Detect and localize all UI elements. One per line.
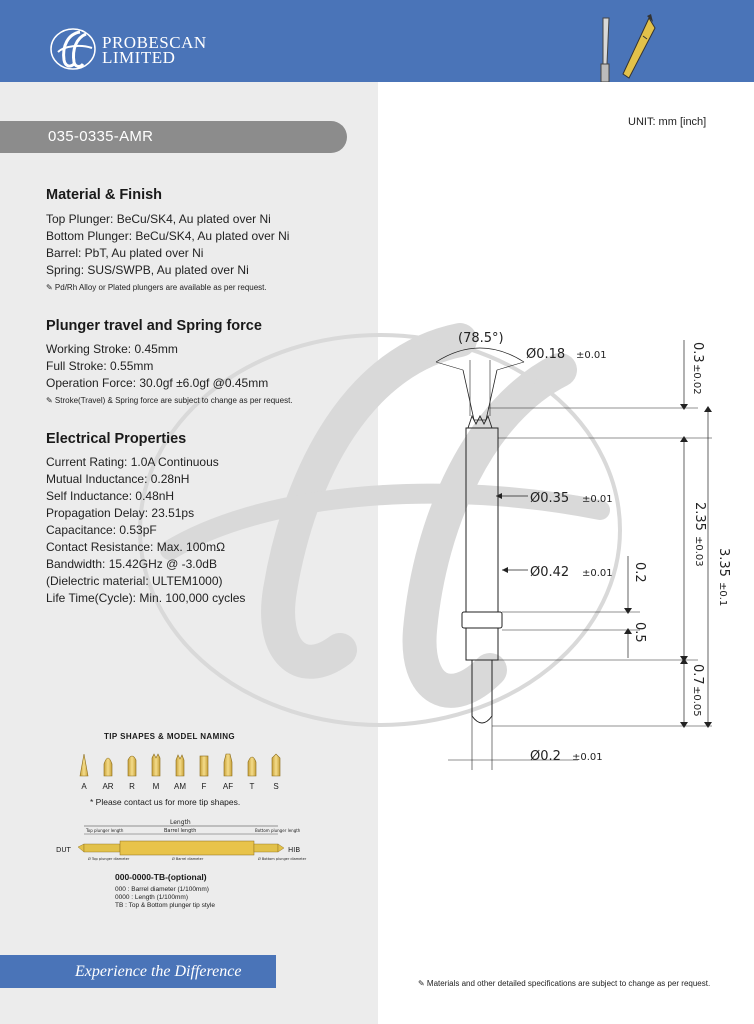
material-section (46, 187, 289, 292)
electrical-line: Life Time(Cycle): Min. 100,000 cycles (46, 591, 246, 605)
dim-tip-dia: Ø0.18 (526, 347, 566, 362)
dim-barrel-dia: Ø0.35 (530, 491, 570, 506)
material-line: Barrel: PbT, Au plated over Ni (46, 246, 204, 260)
dim-tip-len: 0.3 (690, 342, 705, 363)
electrical-line: Contact Resistance: Max. 100mΩ (46, 540, 226, 554)
dim-collar-dia: Ø0.42 (530, 565, 570, 580)
tip-t-icon (248, 757, 256, 776)
brand-logo (50, 26, 230, 74)
tip-r-icon (128, 756, 136, 776)
schematic-bottom-length: Bottom plunger length (255, 828, 301, 833)
tips-title: TIP SHAPES & MODEL NAMING (104, 732, 236, 741)
part-number-bar (0, 121, 347, 153)
tip-af-icon (224, 754, 232, 776)
electrical-line: Current Rating: 1.0A Continuous (46, 455, 219, 469)
schematic-bottom-dia: Ø Bottom plunger diameter (258, 857, 307, 861)
schematic-top-dia: Ø Top plunger diameter (88, 857, 130, 861)
tip-label-s: S (273, 782, 279, 791)
travel-note: ✎ Stroke(Travel) & Spring force are subject to change as per request. (46, 396, 293, 405)
tip-f-icon (200, 756, 208, 776)
material-line: Bottom Plunger: BeCu/SK4, Au plated over Ni (46, 229, 290, 243)
tip-m-icon (152, 754, 160, 776)
dim-collar-len: 0.5 (632, 622, 647, 643)
electrical-line: Propagation Delay: 23.51ps (46, 506, 195, 520)
naming-line: 000 : Barrel diameter (1/100mm) (115, 886, 209, 893)
electrical-line: Bandwidth: 15.42GHz @ -3.0dB (46, 557, 217, 571)
tip-label-t: T (249, 782, 255, 791)
naming-line: TB : Top & Bottom plunger tip style (115, 902, 215, 909)
part-number: 035-0335-AMR (48, 128, 154, 145)
electrical-section (46, 431, 245, 607)
material-line: Spring: SUS/SWPB, Au plated over Ni (46, 263, 249, 277)
tip-labels (76, 782, 290, 792)
contact-more-tips: * Please contact us for more tip shapes. (90, 797, 241, 807)
naming-line: 0000 : Length (1/100mm) (115, 894, 188, 901)
footer-bar (0, 955, 276, 988)
tip-label-f: F (201, 782, 207, 791)
dim-bottom-dia-tol: ±0.01 (572, 752, 603, 763)
dim-angle: (78.5°) (458, 331, 504, 346)
tip-s-icon (272, 754, 280, 776)
footer-slogan: Experience the Difference (75, 963, 242, 980)
travel-line: Full Stroke: 0.55mm (46, 359, 154, 373)
tip-label-r: R (129, 782, 135, 791)
schematic-hib: HIB (288, 846, 301, 854)
electrical-line: (Dielectric material: ULTEM1000) (46, 574, 223, 588)
technical-drawing (378, 320, 754, 780)
travel-title: Plunger travel and Spring force (46, 318, 262, 334)
dim-total-len: 3.35 (716, 548, 731, 577)
model-naming (115, 872, 215, 910)
tip-a-icon (80, 754, 88, 776)
material-note: ✎ Pd/Rh Alloy or Plated plungers are available as per request. (46, 283, 267, 292)
brand-subname: LIMITED (102, 48, 176, 67)
tip-label-a: A (81, 782, 87, 791)
schematic-barrel-dia: Ø Barrel diameter (172, 857, 204, 861)
tip-label-am: AM (174, 782, 186, 791)
travel-line: Working Stroke: 0.45mm (46, 342, 178, 356)
electrical-line: Self Inductance: 0.48nH (46, 489, 175, 503)
unit-label: UNIT: mm [inch] (628, 116, 707, 128)
schematic-barrel-length: Barrel length (164, 828, 197, 834)
dim-tip-len-tol: ±0.02 (691, 364, 702, 395)
dim-bottom-len-tol: ±0.05 (691, 686, 702, 717)
dim-total-len-tol: ±0.1 (717, 582, 728, 607)
naming-code: 000-0000-TB-(optional) (115, 872, 207, 882)
schematic-top-length: Top plunger length (86, 828, 124, 833)
probe-schematic (52, 818, 312, 868)
electrical-line: Capacitance: 0.53pF (46, 523, 157, 537)
footer-note: ✎ Materials and other detailed specifications are subject to change as per request. (418, 979, 711, 988)
travel-line: Operation Force: 30.0gf ±6.0gf @0.45mm (46, 376, 269, 390)
tip-label-af: AF (222, 782, 234, 791)
electrical-line: Mutual Inductance: 0.28nH (46, 472, 190, 486)
tip-ar-icon (104, 758, 112, 776)
header-bar (0, 0, 754, 82)
schematic-length-label: Length (170, 819, 191, 826)
brand-name: PROBESCAN (102, 33, 207, 52)
material-line: Top Plunger: BeCu/SK4, Au plated over Ni (46, 212, 271, 226)
tip-label-m: M (152, 782, 160, 791)
probe-illustration-icon (585, 14, 665, 82)
schematic-dut: DUT (56, 846, 71, 854)
dim-gap: 0.2 (632, 562, 647, 583)
dim-barrel-len: 2.35 (692, 502, 707, 531)
dim-tip-dia-tol: ±0.01 (576, 350, 607, 361)
material-title: Material & Finish (46, 187, 163, 203)
dim-barrel-len-tol: ±0.03 (693, 536, 704, 567)
travel-section (46, 318, 293, 405)
dim-bottom-len: 0.7 (690, 664, 705, 685)
electrical-title: Electrical Properties (46, 431, 187, 447)
dim-barrel-dia-tol: ±0.01 (582, 494, 613, 505)
dim-bottom-dia: Ø0.2 (530, 749, 561, 764)
dim-collar-dia-tol: ±0.01 (582, 568, 613, 579)
tip-am-icon (176, 755, 184, 776)
tip-label-ar: AR (102, 782, 114, 791)
logo-emblem-icon (50, 26, 98, 72)
